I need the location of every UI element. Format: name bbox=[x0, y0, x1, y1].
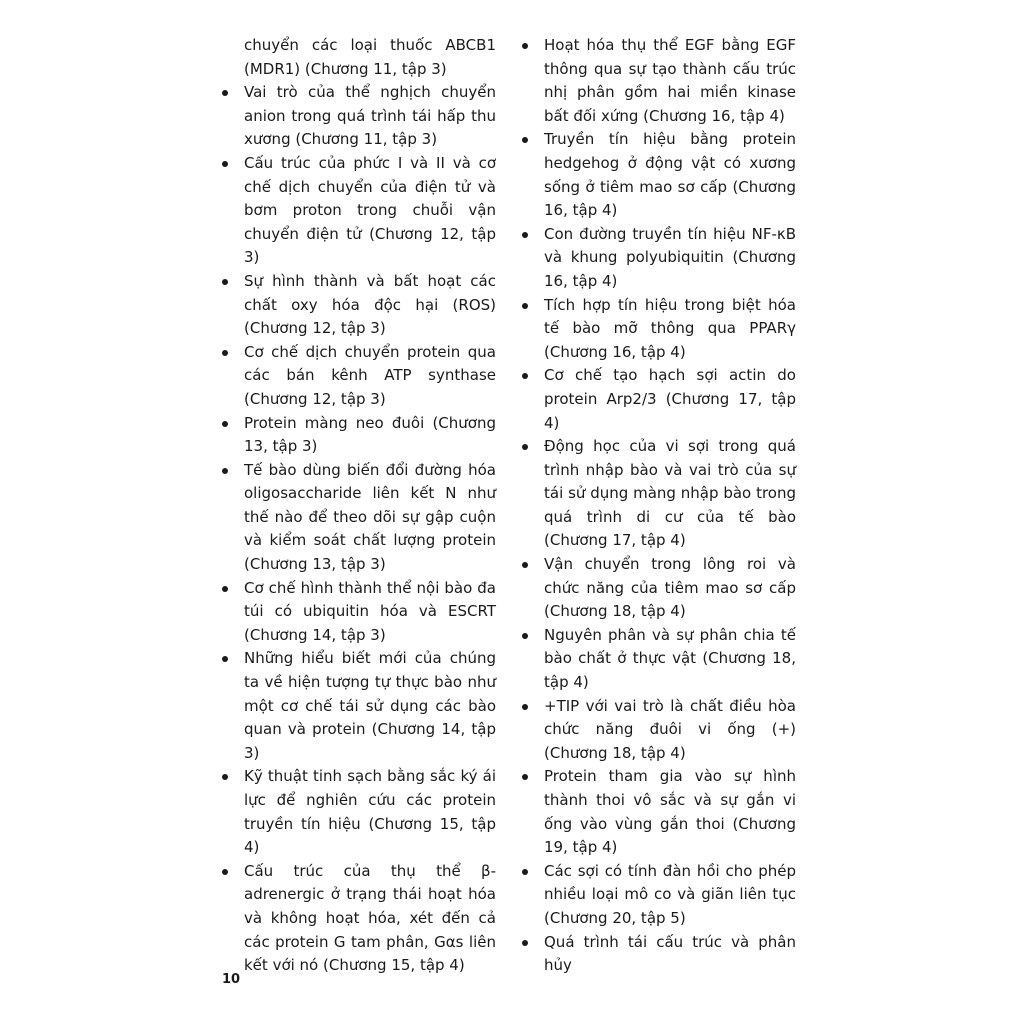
list-item: Sự hình thành và bất hoạt các chất oxy hóa độc hại (ROS) (Chương 12, tập 3) bbox=[244, 270, 496, 341]
list-item: Cơ chế dịch chuyển protein qua các bán kênh ATP synthase (Chương 12, tập 3) bbox=[244, 341, 496, 412]
list-item: Cơ chế tạo hạch sợi actin do protein Arp2/3 (Chương 17, tập 4) bbox=[544, 364, 796, 435]
list-item: Các sợi có tính đàn hồi cho phép nhiều loại mô co và giãn liên tục (Chương 20, tập 5) bbox=[544, 860, 796, 931]
list-item: Nguyên phân và sự phân chia tế bào chất ở thực vật (Chương 18, tập 4) bbox=[544, 624, 796, 695]
left-column bbox=[244, 34, 496, 978]
continued-list-text: chuyển các loại thuốc ABCB1 (MDR1) (Chương 11, tập 3) bbox=[244, 36, 496, 78]
page-number: 10 bbox=[222, 972, 241, 987]
list-item: +TIP với vai trò là chất điều hòa chức năng đuôi vi ống (+) (Chương 18, tập 4) bbox=[544, 695, 796, 766]
list-item: Tích hợp tín hiệu trong biệt hóa tế bào mỡ thông qua PPARγ (Chương 16, tập 4) bbox=[544, 294, 796, 365]
list-item: Động học của vi sợi trong quá trình nhập bào và vai trò của sự tái sử dụng màng nhập bào trong quá trình di cư của tế bào (Chương 17, tập 4) bbox=[544, 435, 796, 553]
list-item: Vận chuyển trong lông roi và chức năng của tiêm mao sơ cấp (Chương 18, tập 4) bbox=[544, 553, 796, 624]
left-bullet-list bbox=[244, 81, 496, 978]
list-item: Vai trò của thể nghịch chuyển anion trong quá trình tái hấp thu xương (Chương 11, tập 3) bbox=[244, 81, 496, 152]
list-item: Cấu trúc của phức I và II và cơ chế dịch chuyển của điện tử và bơm proton trong chuỗi vận chuyển điện tử (Chương 12, tập 3) bbox=[244, 152, 496, 270]
list-item: Protein tham gia vào sự hình thành thoi vô sắc và sự gắn vi ống vào vùng gắn thoi (Chương 19, tập 4) bbox=[544, 765, 796, 859]
list-item: Cơ chế hình thành thể nội bào đa túi có ubiquitin hóa và ESCRT (Chương 14, tập 3) bbox=[244, 577, 496, 648]
list-item: Quá trình tái cấu trúc và phân hủy bbox=[544, 931, 796, 978]
list-item: Con đường truyền tín hiệu NF-κB và khung polyubiquitin (Chương 16, tập 4) bbox=[544, 223, 796, 294]
right-column bbox=[544, 34, 796, 978]
right-bullet-list bbox=[544, 34, 796, 978]
list-item: Truyền tín hiệu bằng protein hedgehog ở động vật có xương sống ở tiêm mao sơ cấp (Chương 16, tập 4) bbox=[544, 128, 796, 222]
list-item: Những hiểu biết mới của chúng ta về hiện tượng tự thực bào như một cơ chế tái sử dụng các bào quan và protein (Chương 14, tập 3) bbox=[244, 647, 496, 765]
list-item: Kỹ thuật tinh sạch bằng sắc ký ái lực để nghiên cứu các protein truyền tín hiệu (Chương 15, tập 4) bbox=[244, 765, 496, 859]
list-item: Cấu trúc của thụ thể β-adrenergic ở trạng thái hoạt hóa và không hoạt hóa, xét đến cả các protein G tam phân, Gαs liên kết với nó (Chương 15, tập 4) bbox=[244, 860, 496, 978]
list-item: Protein màng neo đuôi (Chương 13, tập 3) bbox=[244, 412, 496, 459]
list-item: Tế bào dùng biến đổi đường hóa oligosaccharide liên kết N như thế nào để theo dõi sự gập cuộn và kiểm soát chất lượng protein (Chương 13, tập 3) bbox=[244, 459, 496, 577]
list-item: Hoạt hóa thụ thể EGF bằng EGF thông qua sự tạo thành cấu trúc nhị phân gồm hai miền kinase bất đối xứng (Chương 16, tập 4) bbox=[544, 34, 796, 128]
